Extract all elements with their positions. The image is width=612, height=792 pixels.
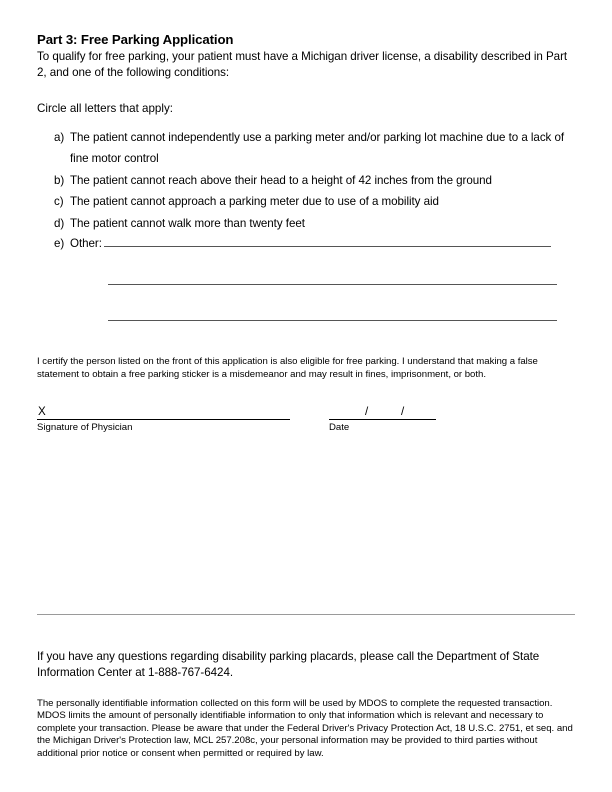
list-item-label: The patient cannot reach above their head to a height of 42 inches from the ground: [70, 173, 492, 187]
signature-x-mark: X: [38, 404, 46, 418]
date-field-label: Date: [329, 421, 350, 433]
list-item-label: The patient cannot approach a parking meter due to use of a mobility aid: [70, 195, 439, 209]
list-marker: c): [54, 195, 64, 209]
other-write-in-line-1[interactable]: [104, 235, 551, 247]
other-write-in-row-3: [108, 290, 575, 326]
list-marker: d): [54, 216, 65, 230]
other-write-in-row-2: [108, 254, 575, 290]
other-write-in-line-3[interactable]: [108, 309, 557, 321]
list-item-other[interactable]: [37, 234, 575, 254]
date-field[interactable]: [329, 403, 436, 434]
list-marker: b): [54, 173, 65, 187]
certification-statement: I certify the person listed on the front of this application is also eligible for free parking. I understand that making a false statement to obtain a free parking sticker is a misdemeanor and may result in fines, imprisonment, or both.: [37, 356, 538, 380]
other-write-in-line-2[interactable]: [108, 273, 557, 285]
list-marker: e): [54, 237, 65, 251]
instruction-text: Circle all letters that apply:: [37, 102, 173, 116]
intro-paragraph: To qualify for free parking, your patient must have a Michigan driver license, a disability described in Part 2, and one of the following conditions:: [37, 50, 568, 80]
signature-field[interactable]: [37, 403, 290, 434]
privacy-notice-text: The personally identifiable information collected on this form will be used by MDOS to complete the requested transaction. MDOS limits the amount of personally identifiable information to only that information which is relevant and necessary to complete your transaction. Please be aware that under the Federal Driver's Privacy Protection Act, 18 U.S.C. 2751, et seq. and the Michigan Driver's Protection law, MCL 257.208c, your personal information may be provided to third parties without additional prior notice or consent when permitted or required by law.: [37, 697, 573, 759]
list-item[interactable]: [37, 213, 575, 235]
signature-block: [37, 403, 575, 441]
list-marker: a): [54, 130, 65, 144]
page-title: Part 3: Free Parking Application: [37, 32, 234, 47]
form-content: [37, 31, 575, 441]
footer-contact-text: If you have any questions regarding disability parking placards, please call the Department of State Information Center at 1-888-767-6424.: [37, 649, 540, 679]
list-item[interactable]: [37, 170, 575, 192]
date-rule[interactable]: [329, 403, 436, 420]
list-item-label: The patient cannot walk more than twenty feet: [70, 216, 305, 230]
date-separator-month-day: /: [365, 404, 369, 418]
footer-divider: [37, 614, 575, 615]
date-separator-day-year: /: [401, 404, 405, 418]
list-item[interactable]: [37, 127, 575, 170]
conditions-list: [37, 127, 575, 255]
list-item[interactable]: [37, 191, 575, 213]
list-item-label: Other:: [70, 237, 102, 251]
signature-rule[interactable]: [37, 403, 290, 420]
signature-field-label: Signature of Physician: [37, 421, 133, 433]
list-item-label: The patient cannot independently use a parking meter and/or parking lot machine due to a lack of fine motor control: [70, 130, 565, 166]
